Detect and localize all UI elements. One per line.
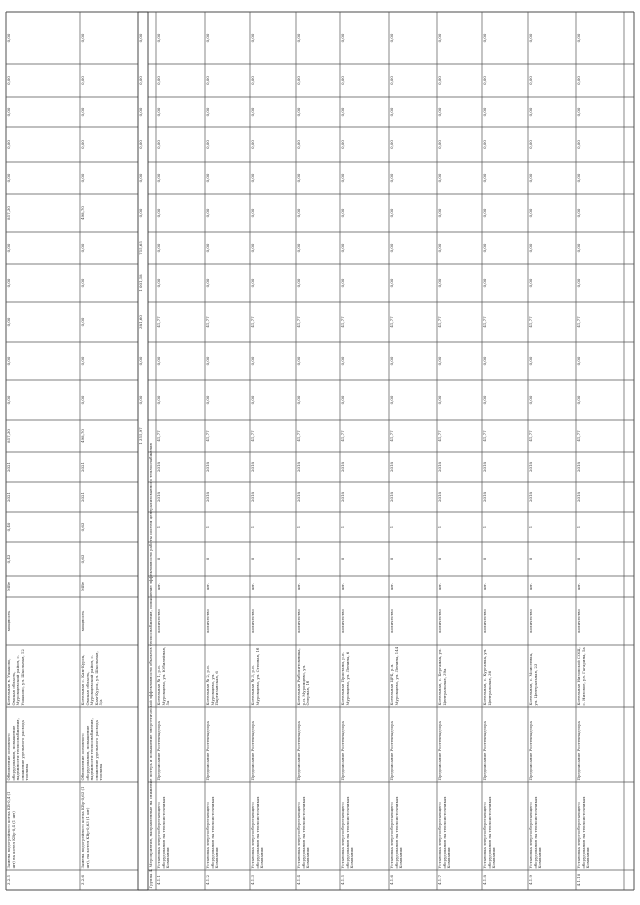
group-financing-value: 0,00: [389, 76, 394, 85]
group-financing-value: 0,00: [296, 208, 301, 218]
group-financing-value: 0,00: [576, 76, 581, 85]
group-object-location: Котельная Рыбопитомника, р.п. Муромцево, ул. Озерная, 1б: [296, 648, 311, 706]
group-financing-value: 0,00: [528, 33, 533, 43]
group-financing-value: 0,00: [576, 243, 581, 253]
group-financing-value: 0,00: [156, 356, 161, 366]
group-financing-value: 0,00: [156, 140, 161, 149]
group-financing-value: 0,00: [250, 76, 255, 85]
group-unit: шт.: [576, 583, 581, 591]
group-object-location: Котельная, с. Курганка, ул. Центральная, 36: [482, 648, 492, 706]
group-financing-value: 0,00: [205, 208, 210, 218]
group-year-end: 2018: [340, 462, 345, 472]
subtotal-value: 0,00: [138, 76, 143, 85]
group-financing-value: 0,00: [482, 208, 487, 218]
group-year-start: 2018: [576, 492, 581, 502]
group-measure-goal: Предписание Ростехнадзора: [340, 721, 345, 781]
group-total-cost: 41,77: [205, 430, 210, 442]
top-financing-value: 0,00: [80, 33, 85, 43]
group-financing-value: 0,00: [250, 395, 255, 405]
group-financing-value: 41,77: [389, 316, 394, 328]
group-object-location: Котельная № 3, р.п. Муромцево, ул. Степная, 1б: [250, 647, 260, 706]
group-financing-value: 0,00: [296, 140, 301, 149]
group-total-cost: 41,77: [296, 430, 301, 442]
top-unit: МВт: [80, 582, 85, 591]
group-financing-value: 0,00: [340, 76, 345, 85]
group-financing-value: 0,00: [250, 356, 255, 366]
group-measure-name: Установка энергосберегающего оборудования на теплоисточниках Компании: [528, 796, 543, 869]
group-total-cost: 41,77: [482, 430, 487, 442]
group-measure-goal: Предписание Ростехнадзора: [156, 721, 161, 781]
group-financing-value: 0,00: [482, 173, 487, 183]
group-financing-value: 41,77: [576, 316, 581, 328]
group-value-before: 0: [296, 557, 301, 561]
group-financing-value: 41,77: [340, 316, 345, 328]
group-measure-goal: Предписание Ростехнадзора: [250, 721, 255, 781]
group-financing-value: 0,00: [576, 33, 581, 43]
group-financing-value: 0,00: [205, 33, 210, 43]
top-financing-value: 0,00: [6, 356, 11, 366]
group-year-start: 2018: [437, 492, 442, 502]
group-measure-goal: Предписание Ростехнадзора: [482, 721, 487, 781]
group-value-after: 1: [482, 525, 487, 529]
group-object-location: Котельная № 2, р.п. Муромцево, ул. Партизанская, 6: [205, 665, 220, 706]
group-financing-value: 0,00: [296, 243, 301, 253]
group-year-start: 2018: [482, 492, 487, 502]
group-year-start: 2018: [250, 492, 255, 502]
group-unit: шт.: [296, 583, 301, 591]
top-financing-value: 0,00: [6, 243, 11, 253]
group-financing-value: 0,00: [528, 140, 533, 149]
top-financing-value: 0,00: [80, 107, 85, 117]
group-financing-value: 0,00: [437, 140, 442, 149]
group-financing-value: 0,00: [389, 140, 394, 149]
group-unit: шт.: [250, 583, 255, 591]
group-financing-value: 0,00: [389, 243, 394, 253]
group-value-before: 0: [389, 557, 394, 561]
group-financing-value: 0,00: [437, 76, 442, 85]
top-object-location: Котельная с. Кам-Курск, Омская область, Муромцевский район, с. Кам-Курск, ул. Школьная, 5/а: [80, 651, 104, 706]
group-financing-value: 41,77: [482, 316, 487, 328]
group-financing-value: 0,00: [340, 243, 345, 253]
group-financing-value: 0,00: [296, 107, 301, 117]
group-financing-value: 0,00: [482, 356, 487, 366]
group-financing-value: 0,00: [340, 395, 345, 405]
subtotal-value: 0,00: [138, 33, 143, 43]
group-total-cost: 41,77: [528, 430, 533, 442]
subtotal-value: 381,60: [138, 315, 143, 329]
group-financing-value: 0,00: [296, 76, 301, 85]
group-year-start: 2018: [156, 492, 161, 502]
group-year-end: 2018: [437, 462, 442, 472]
group-financing-value: 0,00: [528, 208, 533, 218]
group-unit: шт.: [528, 583, 533, 591]
top-parameter: мощность: [80, 610, 85, 632]
group-row-number: 4.1.7: [437, 875, 442, 885]
group-parameter: количество: [482, 609, 487, 633]
top-financing-value: 0,00: [6, 317, 11, 327]
group-financing-value: 41,77: [296, 316, 301, 328]
subtotal-value: 1 001,58: [138, 274, 143, 292]
top-measure-name: Замена водогрейного котла КВр-0,63 (1 шт), на котел КВр-0,63 (1 шт): [80, 786, 90, 869]
group-total-cost: 41,77: [156, 430, 161, 442]
top-parameter: мощность: [6, 610, 11, 632]
top-row-number: 3.2.5: [6, 875, 11, 885]
group-measure-goal: Предписание Ростехнадзора: [528, 721, 533, 781]
group-unit: шт.: [205, 583, 210, 591]
group-unit: шт.: [389, 583, 394, 591]
group-parameter: количество: [437, 609, 442, 633]
group-financing-value: 0,00: [576, 107, 581, 117]
group-total-cost: 41,77: [389, 430, 394, 442]
group-financing-value: 0,00: [156, 76, 161, 85]
group-value-before: 0: [528, 557, 533, 561]
top-financing-value: 0,00: [80, 243, 85, 253]
group-financing-value: 0,00: [250, 278, 255, 288]
top-value-after: 0,40: [6, 522, 11, 532]
group-financing-value: 0,00: [482, 76, 487, 85]
group-financing-value: 0,00: [389, 208, 394, 218]
group-financing-value: 0,00: [156, 173, 161, 183]
group-financing-value: 0,00: [437, 208, 442, 218]
group-financing-value: 0,00: [296, 356, 301, 366]
group-financing-value: 41,77: [250, 316, 255, 328]
group-measure-goal: Предписание Ростехнадзора: [576, 721, 581, 781]
subtotal-value: 0,00: [138, 208, 143, 218]
top-year-start: 2021: [80, 492, 85, 502]
group-financing-value: 0,00: [437, 243, 442, 253]
top-financing-value: 0,00: [80, 278, 85, 288]
group-year-end: 2018: [576, 462, 581, 472]
group-measure-name: Установка энергосберегающего оборудования на теплоисточниках Компании: [250, 796, 265, 869]
top-financing-value: 0,00: [80, 356, 85, 366]
group-object-location: Котельная, с. Бергамак, ул. Центральная, 39а: [437, 648, 447, 706]
rotated-table-page: [6, 12, 634, 890]
group-financing-value: 0,00: [156, 243, 161, 253]
group-financing-value: 0,00: [250, 107, 255, 117]
group-financing-value: 0,00: [437, 395, 442, 405]
group-financing-value: 0,00: [250, 173, 255, 183]
group-financing-value: 0,00: [340, 278, 345, 288]
group-total-cost: 41,77: [340, 430, 345, 442]
top-financing-value: 0,00: [6, 278, 11, 288]
group-year-start: 2018: [205, 492, 210, 502]
group-financing-value: 0,00: [156, 208, 161, 218]
group-financing-value: 0,00: [205, 278, 210, 288]
group-measure-goal: Предписание Ростехнадзора: [205, 721, 210, 781]
top-financing-value: 0,00: [80, 76, 85, 85]
top-financing-value: 0,00: [6, 173, 11, 183]
group-financing-value: 0,00: [340, 107, 345, 117]
group-financing-value: 0,00: [437, 356, 442, 366]
group-measure-goal: Предписание Ростехнадзора: [296, 721, 301, 781]
subtotal-value: 0,00: [138, 395, 143, 405]
subtotal-value: 0,00: [138, 356, 143, 366]
group-financing-value: 0,00: [482, 395, 487, 405]
group-row-number: 4.1.6: [389, 875, 394, 885]
top-value-before: 0,63: [80, 554, 85, 564]
group-financing-value: 0,00: [340, 140, 345, 149]
group-financing-value: 0,00: [389, 395, 394, 405]
group-financing-value: 0,00: [576, 395, 581, 405]
top-object-location: Котельная в. Ушаково, Омская область, Муромцевский район, с. Ушаково, ул. Школьная, 12: [6, 649, 25, 706]
group-financing-value: 41,77: [528, 316, 533, 328]
group-financing-value: 0,00: [156, 33, 161, 43]
top-value-after: 0,63: [80, 522, 85, 532]
group-financing-value: 0,00: [340, 208, 345, 218]
top-financing-value: 0,00: [80, 317, 85, 327]
group-financing-value: 0,00: [205, 243, 210, 253]
top-financing-value: 0,00: [6, 140, 11, 149]
group-financing-value: 0,00: [205, 107, 210, 117]
group-year-start: 2018: [528, 492, 533, 502]
group-object-location: Котельная Пристани, р.п. Муромцево, ул. Ленина, 6: [340, 651, 350, 706]
group-measure-name: Установка энергосберегающего оборудования на теплоисточниках Компании: [156, 796, 171, 869]
group-value-before: 0: [340, 557, 345, 561]
group-financing-value: 0,00: [156, 395, 161, 405]
group-financing-value: 0,00: [205, 356, 210, 366]
top-financing-value: 0,00: [80, 173, 85, 183]
group-financing-value: 41,77: [205, 316, 210, 328]
group-financing-value: 0,00: [296, 395, 301, 405]
group-value-before: 0: [156, 557, 161, 561]
top-value-before: 0,43: [6, 554, 11, 564]
top-measure-goal: Обновление основного оборудования, повышение надежности теплоснабжения, снижение удельного расхода топлива: [6, 718, 30, 781]
group-financing-value: 0,00: [250, 33, 255, 43]
group-row-number: 4.1.3: [250, 875, 255, 885]
top-financing-value: 0,00: [80, 140, 85, 149]
group-value-after: 1: [389, 525, 394, 529]
subtotal-value: 0,00: [138, 140, 143, 149]
group-financing-value: 0,00: [482, 140, 487, 149]
group-parameter: количество: [340, 609, 345, 633]
subtotal-value: 755,65: [138, 241, 143, 255]
group-financing-value: 0,00: [437, 173, 442, 183]
group-parameter: количество: [156, 609, 161, 633]
group-row-number: 4.1.9: [528, 875, 533, 885]
subtotal-value: 0,00: [138, 173, 143, 183]
group-financing-value: 0,00: [528, 356, 533, 366]
group-object-location: Котельная № 1, р.п. Муромцево, ул. Юбилейная, 5а: [156, 646, 171, 706]
group-unit: шт.: [482, 583, 487, 591]
group-financing-value: 0,00: [250, 140, 255, 149]
group-year-end: 2018: [205, 462, 210, 472]
top-measure-name: Замена водогрейного котла КВ-0,4 (1 шт) на котел КВр-0,4 (1 шт): [6, 791, 16, 869]
group-value-before: 0: [205, 557, 210, 561]
group-year-end: 2018: [482, 462, 487, 472]
group-financing-value: 0,00: [389, 33, 394, 43]
group-financing-value: 0,00: [482, 107, 487, 117]
top-financing-value: 0,00: [80, 395, 85, 405]
group-value-after: 1: [250, 525, 255, 529]
group-financing-value: 0,00: [340, 33, 345, 43]
group-parameter: количество: [576, 609, 581, 633]
group-measure-name: Установка энергосберегающего оборудования на теплоисточниках Компании: [437, 796, 452, 869]
group-financing-value: 41,77: [437, 316, 442, 328]
group-row-number: 4.1.8: [482, 875, 487, 885]
group-year-start: 2018: [340, 492, 345, 502]
group-financing-value: 0,00: [340, 173, 345, 183]
subtotal-value: 1 355,97: [138, 427, 143, 445]
top-financing-value: 0,00: [6, 76, 11, 85]
group-financing-value: 0,00: [205, 76, 210, 85]
group-financing-value: 0,00: [528, 173, 533, 183]
group-measure-name: Установка энергосберегающего оборудования на теплоисточниках Компании: [576, 796, 591, 869]
group-financing-value: 0,00: [437, 33, 442, 43]
group-measure-name: Установка энергосберегающего оборудования на теплоисточниках Компании: [205, 796, 220, 869]
group-financing-value: 0,00: [205, 395, 210, 405]
group-unit: шт.: [437, 583, 442, 591]
top-financing-value: 0,00: [6, 107, 11, 117]
group-financing-value: 0,00: [205, 140, 210, 149]
group-unit: шт.: [156, 583, 161, 591]
top-row-number: 3.2.6: [80, 875, 85, 885]
top-year-start: 2021: [6, 492, 11, 502]
group-year-end: 2018: [250, 462, 255, 472]
group-row-number: 4.1.5: [340, 875, 345, 885]
group-unit: шт.: [340, 583, 345, 591]
top-total-cost: 857,30: [6, 429, 11, 443]
group-financing-value: 0,00: [576, 356, 581, 366]
top-year-end: 2021: [6, 462, 11, 472]
group-financing-value: 0,00: [296, 278, 301, 288]
group-financing-value: 0,00: [576, 208, 581, 218]
top-financing-value: 857,30: [6, 206, 11, 220]
group-year-end: 2018: [389, 462, 394, 472]
group-year-start: 2018: [296, 492, 301, 502]
group-value-after: 1: [205, 525, 210, 529]
group-year-end: 2018: [296, 462, 301, 472]
group-measure-name: Установка энергосберегающего оборудования на теплоисточниках Компании: [296, 796, 311, 869]
group-value-before: 0: [250, 557, 255, 561]
top-financing-value: 0,00: [6, 395, 11, 405]
group-measure-name: Установка энергосберегающего оборудования на теплоисточниках Компании: [482, 796, 497, 869]
group-financing-value: 0,00: [389, 107, 394, 117]
group-measure-goal: Предписание Ростехнадзора: [437, 721, 442, 781]
group-total-cost: 41,77: [250, 430, 255, 442]
top-measure-goal: Обновление основного оборудования, повышение надежности теплоснабжения, снижение удельного расхода топлива: [80, 718, 104, 781]
group-financing-value: 0,00: [528, 243, 533, 253]
group-financing-value: 0,00: [482, 243, 487, 253]
top-financing-value: 0,00: [6, 33, 11, 43]
group-object-location: Котельная Низовской СОШ, с. Низовое, ул. Гагарина, 5а: [576, 647, 586, 706]
group-value-after: 1: [340, 525, 345, 529]
group-total-cost: 41,77: [576, 430, 581, 442]
group-year-start: 2018: [389, 492, 394, 502]
group-year-end: 2018: [156, 462, 161, 472]
group-parameter: количество: [205, 609, 210, 633]
group-value-after: 1: [296, 525, 301, 529]
group-financing-value: 41,77: [156, 316, 161, 328]
group-financing-value: 0,00: [389, 356, 394, 366]
top-total-cost: 498,70: [80, 429, 85, 443]
group-value-before: 0: [482, 557, 487, 561]
group-parameter: количество: [389, 609, 394, 633]
group-financing-value: 0,00: [205, 173, 210, 183]
group-financing-value: 0,00: [250, 243, 255, 253]
group-parameter: количество: [250, 609, 255, 633]
group-year-end: 2018: [528, 462, 533, 472]
group-value-after: 1: [528, 525, 533, 529]
group-financing-value: 0,00: [156, 107, 161, 117]
top-unit: МВт: [6, 582, 11, 591]
top-year-end: 2021: [80, 462, 85, 472]
group-value-after: 1: [437, 525, 442, 529]
group-object-location: Котельная, с. Моисеевка, ул. Центральная, 23: [528, 652, 538, 706]
group-row-number: 4.1.2: [205, 875, 210, 885]
group-financing-value: 0,00: [576, 140, 581, 149]
group-financing-value: 0,00: [340, 356, 345, 366]
group-measure-goal: Предписание Ростехнадзора: [389, 721, 394, 781]
group-row-number: 4.1.10: [576, 873, 581, 887]
group-financing-value: 0,00: [437, 107, 442, 117]
group-financing-value: 0,00: [296, 173, 301, 183]
group-measure-name: Установка энергосберегающего оборудования на теплоисточниках Компании: [389, 796, 404, 869]
group-value-before: 0: [437, 557, 442, 561]
group-measure-name: Установка энергосберегающего оборудования на теплоисточниках Компании: [340, 796, 355, 869]
group-financing-value: 0,00: [389, 173, 394, 183]
group-financing-value: 0,00: [528, 107, 533, 117]
group-financing-value: 0,00: [482, 278, 487, 288]
top-financing-value: 498,70: [80, 206, 85, 220]
group-financing-value: 0,00: [528, 395, 533, 405]
group-financing-value: 0,00: [250, 208, 255, 218]
group-financing-value: 0,00: [437, 278, 442, 288]
group-financing-value: 0,00: [576, 173, 581, 183]
group-value-after: 1: [576, 525, 581, 529]
group-financing-value: 0,00: [576, 278, 581, 288]
group-object-location: Котельная ЦРБ, р.п. Муромцево, ул. Ленина, 144: [389, 646, 399, 706]
group-value-before: 0: [576, 557, 581, 561]
group-row-number: 4.1.4: [296, 875, 301, 885]
group-financing-value: 0,00: [528, 278, 533, 288]
subtotal-value: 0,00: [138, 107, 143, 117]
group-value-after: 1: [156, 525, 161, 529]
group-financing-value: 0,00: [156, 278, 161, 288]
group-parameter: количество: [528, 609, 533, 633]
section-title: Группа 4. Мероприятия, направленные на снижение потерь и повышение энергетической эффективности объектов теплоснабжения, повышение эффективности работы систем централизованного теплоснабжения: [148, 443, 153, 889]
group-financing-value: 0,00: [482, 33, 487, 43]
group-financing-value: 0,00: [528, 76, 533, 85]
group-financing-value: 0,00: [296, 33, 301, 43]
group-parameter: количество: [296, 609, 301, 633]
group-financing-value: 0,00: [389, 278, 394, 288]
group-total-cost: 41,77: [437, 430, 442, 442]
group-row-number: 4.1.1: [156, 875, 161, 885]
